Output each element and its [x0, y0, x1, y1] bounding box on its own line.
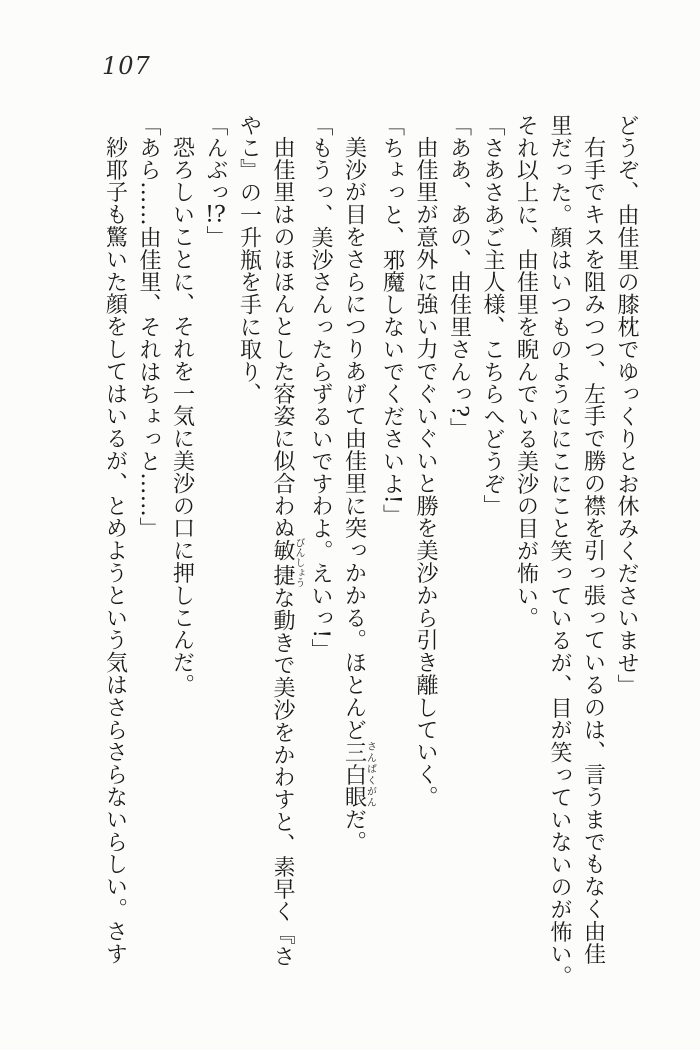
text-column-8: 「ちょっと、邪魔しないでくださいよ!」: [379, 114, 405, 527]
text-column-16: 紗耶子も驚いた顔をしてはいるが、とめようという気はさらさらないらしい。さす: [102, 136, 128, 965]
text-column-14: 恐ろしいことに、それを一気に美沙の口に押しこんだ。: [169, 136, 195, 696]
text-column-15: 「あら……由佳里、それはちょっと……」: [136, 114, 161, 540]
text-column-2: 右手でキスを阻みつつ、左手で勝の襟を引っ張っているのは、言うまでもなく由佳: [580, 136, 606, 965]
ruby-annotated-word: 敏捷びんしょう: [270, 537, 304, 588]
text-column-13: 「んぶっ!?」: [203, 114, 228, 249]
text-column-3: 里だった。顔はいつものようににこにこと笑っているが、目が笑っていないのが怖い。: [547, 114, 572, 988]
text-column-7: 由佳里が意外に強い力でぐいぐいと勝を美沙から引き離していく。: [413, 136, 438, 808]
text-column-5: 「さあさあご主人様、こちらへどうぞ」: [480, 114, 505, 518]
text-column-9: 美沙が目をさらにつりあげて由佳里に突っかかる。ほとんど三白眼さんぱくがんだ。: [341, 136, 376, 853]
text-column-12: やこ』の一升瓶を手に取り、: [236, 114, 262, 406]
page-number: 107: [102, 52, 151, 80]
text-column-10: 「もうっ、美沙さんったらずるいですわよ。えいっ!」: [308, 114, 333, 661]
ruby-annotated-word: 三白眼さんぱくがん: [341, 740, 376, 809]
tatechuyoko-punctuation: !?: [205, 203, 226, 226]
text-column-11: 由佳里はのほほんとした容姿に似合わぬ敏捷びんしょうな動きで美沙をかわすと、素早く『さ: [270, 136, 304, 968]
text-column-4: それ以上に、由佳里を睨んでいる美沙の目が怖い。: [513, 114, 539, 630]
text-column-1: どうぞ、由佳里の膝枕でゆっくりとお休みくださいませ」: [614, 114, 639, 697]
text-block: [98, 114, 643, 988]
text-column-6: 「ああ、あの、由佳里さんっ?」: [446, 114, 472, 440]
